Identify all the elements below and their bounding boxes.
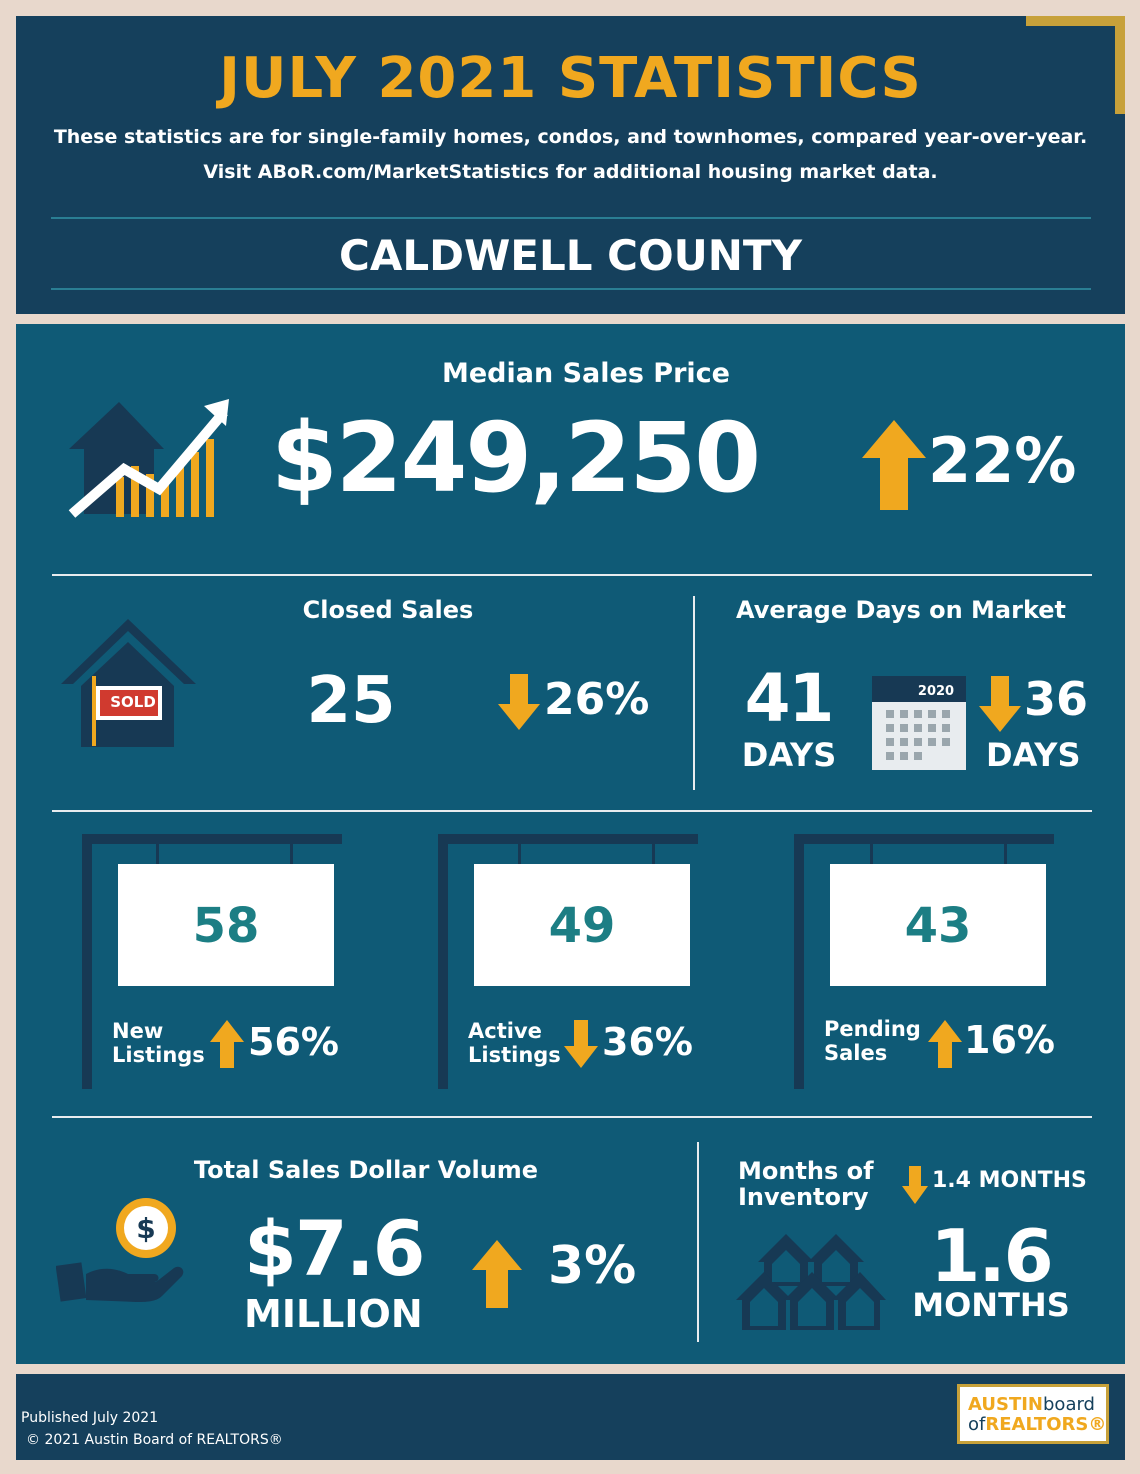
- sign-label: New Listings: [112, 1019, 205, 1067]
- sign-change: 16%: [964, 1018, 1055, 1062]
- sign-change: 56%: [248, 1020, 339, 1064]
- main-panel: [16, 324, 1125, 1364]
- county-name: CALDWELL COUNTY: [339, 231, 802, 280]
- divider: [52, 1116, 1092, 1118]
- volume-label: Total Sales Dollar Volume: [193, 1156, 539, 1184]
- arrow-down-icon: [498, 674, 540, 730]
- divider: [51, 288, 1091, 290]
- calendar-year: 2020: [917, 684, 955, 699]
- money-hand-icon: [56, 1192, 186, 1307]
- volume-value: $7.6: [244, 1204, 424, 1293]
- house-chart-icon: [64, 394, 239, 524]
- header-panel: [16, 16, 1125, 314]
- arrow-up-icon: [210, 1020, 244, 1068]
- arrow-up-icon: [472, 1240, 522, 1308]
- dom-unit: DAYS: [741, 736, 837, 774]
- divider: [52, 574, 1092, 576]
- subtitle-line-1: These statistics are for single-family homes, condos, and townhomes, compared year-over-year.: [53, 126, 1088, 148]
- sign-value: 58: [192, 898, 260, 954]
- copyright: © 2021 Austin Board of REALTORS®: [26, 1432, 283, 1448]
- closed-change: 26%: [544, 674, 650, 725]
- arrow-down-icon: [564, 1020, 598, 1068]
- divider: [51, 217, 1091, 219]
- inventory-prior: 1.4 MONTHS: [932, 1168, 1087, 1193]
- sign-new-listings: [82, 834, 372, 1090]
- subtitle-line-2: Visit ABoR.com/MarketStatistics for additional housing market data.: [203, 161, 938, 183]
- houses-icon: [736, 1224, 886, 1334]
- dom-prior-unit: DAYS: [986, 736, 1081, 774]
- dom-prior-value: 36: [1024, 672, 1089, 726]
- sign-change: 36%: [602, 1020, 693, 1064]
- median-change: 22%: [928, 424, 1077, 497]
- sold-house-icon: [56, 614, 201, 749]
- abor-logo: AUSTINboard ofREALTORS®: [957, 1384, 1109, 1444]
- volume-unit: MILLION: [244, 1292, 423, 1336]
- volume-change: 3%: [548, 1236, 637, 1296]
- arrow-up-icon: [862, 420, 926, 510]
- median-value: $249,250: [271, 402, 760, 514]
- median-label: Median Sales Price: [442, 358, 730, 389]
- dom-value: 41: [744, 660, 833, 737]
- inventory-label: Months of Inventory: [738, 1157, 874, 1211]
- svg-text:$: $: [136, 1212, 156, 1245]
- closed-value: 25: [306, 664, 396, 738]
- inventory-unit: MONTHS: [912, 1286, 1070, 1324]
- sign-active-listings: [438, 834, 728, 1090]
- closed-label: Closed Sales: [302, 596, 474, 624]
- footer-panel: [16, 1374, 1125, 1460]
- sign-label: Active Listings: [468, 1019, 561, 1067]
- sign-pending-sales: [794, 834, 1084, 1090]
- arrow-up-icon: [928, 1020, 962, 1068]
- published-date: Published July 2021: [21, 1410, 159, 1426]
- divider: [693, 596, 695, 790]
- divider: [52, 810, 1092, 812]
- page-title: JULY 2021 STATISTICS: [219, 46, 922, 111]
- dom-label: Average Days on Market: [735, 596, 1067, 624]
- arrow-down-icon: [979, 676, 1021, 732]
- sign-label: Pending Sales: [824, 1017, 921, 1065]
- divider: [697, 1142, 699, 1342]
- sold-sign-text: SOLD: [110, 693, 156, 711]
- sign-value: 49: [548, 898, 616, 954]
- arrow-down-icon: [902, 1166, 928, 1204]
- inventory-value: 1.6: [930, 1214, 1052, 1298]
- sign-value: 43: [904, 898, 972, 954]
